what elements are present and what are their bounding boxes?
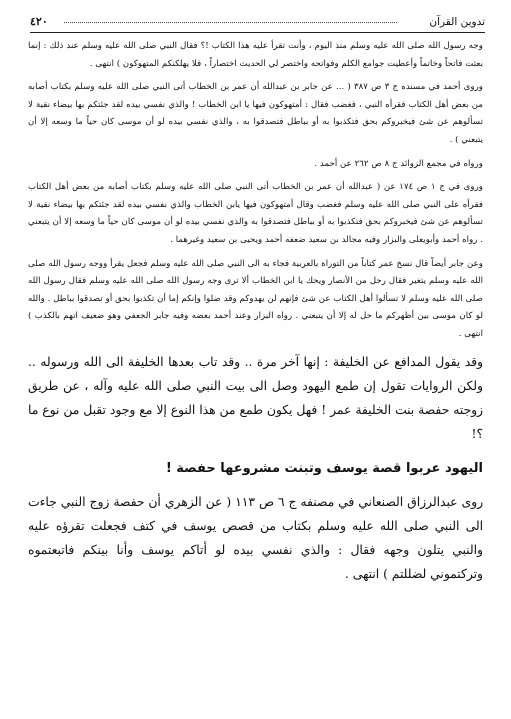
paragraph: وعن جابر أيضاً قال نسخ عمر كتاباً من التوراة بالعربية فجاء به الى النبي صلى الله عليه وسلم فجعل يقرأ ووجه رسول الله صلى الله عليه وسلم يتغير فقال رجل من الأنصار ويحك يا ابن الخطاب ألا ترى وجه رسول الله صلى الله عليه وسلم فقال رسول الله صلى الله عليه وسلم لا تسألوا أهل الكتاب عن شئ فإنهم لن يهدوكم وقد ضلوا وإنكم إما أن تكذبوا بحق أو تصدقوا بباطل . والله لو كان موسى بين أظهركم ما حل له إلا أن يتبعني . رواه البزار وعند أحمد بعضه وفيه جابر الجعفي وهو ضعيف اتهم بالكذب ) انتهى .	[28, 258, 483, 339]
page-header	[30, 14, 485, 33]
paragraph: وروى في ج ١ ص ١٧٤ عن ( عبدالله أن عمر بن الخطاب أتى النبي صلى الله عليه وسلم بكتاب أصابه من بعض أهل الكتاب فقرأه على النبي صلى الله عليه وسلم فغضب وقال أمتهوكون فيها يابن الخطاب والذي نفسي بيده لقد جئتكم بها بيضاء نقية لا تسألوهم عن شئ فيخبروكم بحق فتكذبوا به أو بباطل فتصدقوا به والذي نفسي بيده لو أن موسى كان حياً ما وسعه إلا أن يتبعني . رواه أحمد وأبويعلى والبزار وفيه مجالد بن سعيد ضعفه أحمد ويحيى بن سعيد وغيرهما .	[28, 182, 483, 245]
page-body	[28, 38, 483, 592]
dotted-leader	[64, 22, 397, 23]
paragraph: وروى أحمد في مسنده ج ٣ ص ٣٨٧ ( ... عن جابر بن عبدالله أن عمر بن الخطاب أتى النبي صلى الله عليه وسلم بكتاب أصابه من بعض أهل الكتاب فقرأه النبي ، فغضب فقال : أمتهوكون فيها يا ابن الخطاب ! والذي نفسي بيده لقد جئتكم بها بيضاء نقية لا تسألوهم عن شئ فيخبروكم بحق فتكذبوا به أو بباطل فتصدقوا به ، والذي نفسي بيده لو أن موسى كان حياً ما وسعه إلا أن يتبعني ) .	[28, 82, 483, 145]
paragraph: روى عبدالرزاق الصنعاني في مصنفه ج ٦ ص ١١٣ ( عن الزهري أن حفصة زوج النبي جاءت الى النبي صلى الله عليه وسلم بكتاب من قصص يوسف في كتف فجعلت تقرؤه عليه والنبي يتلون وجهه فقال : والذي نفسي بيده لو أتاكم يوسف وأنا بينكم فاتبعتموه وتركتموني لضللتم ) انتهى .	[28, 494, 484, 581]
page-number: ٤٢٠	[30, 15, 48, 28]
paragraph: ورواه في مجمع الزوائد ج ٨ ص ٢٦٢ عن أحمد .	[314, 158, 483, 169]
paragraph: وقد يقول المدافع عن الخليفة : إنها آخر مرة .. وقد تاب بعدها الخليفة الى الله ورسوله .. ولكن الروايات تقول إن طمع اليهود وصل الى بيت النبي صلى الله عليه وآله ، عن طريق زوجته حفصة بنت الخليفة عمر ! فهل يكون طمع من هذا النوع إلا مع وجود تقبل من نوع ما ؟!	[28, 354, 483, 441]
running-title: تدوين القرآن	[429, 16, 485, 28]
section-heading: اليهود عربوا قصة يوسف وتبنت مشروعها حفصة !	[165, 460, 483, 476]
paragraph: وجه رسول الله صلى الله عليه وسلم منذ اليوم ، وأنت تقرأ عليه هذا الكتاب !؟ فقال النبي صلى الله عليه وسلم عند ذلك : إنما بعثت فاتحاً وخاتماً وأعطيت جوامع الكلم وفواتحه واختصر لي الحديث اختصاراً ، فلا يهلكنكم المتهوكون ) انتهى .	[28, 41, 483, 69]
